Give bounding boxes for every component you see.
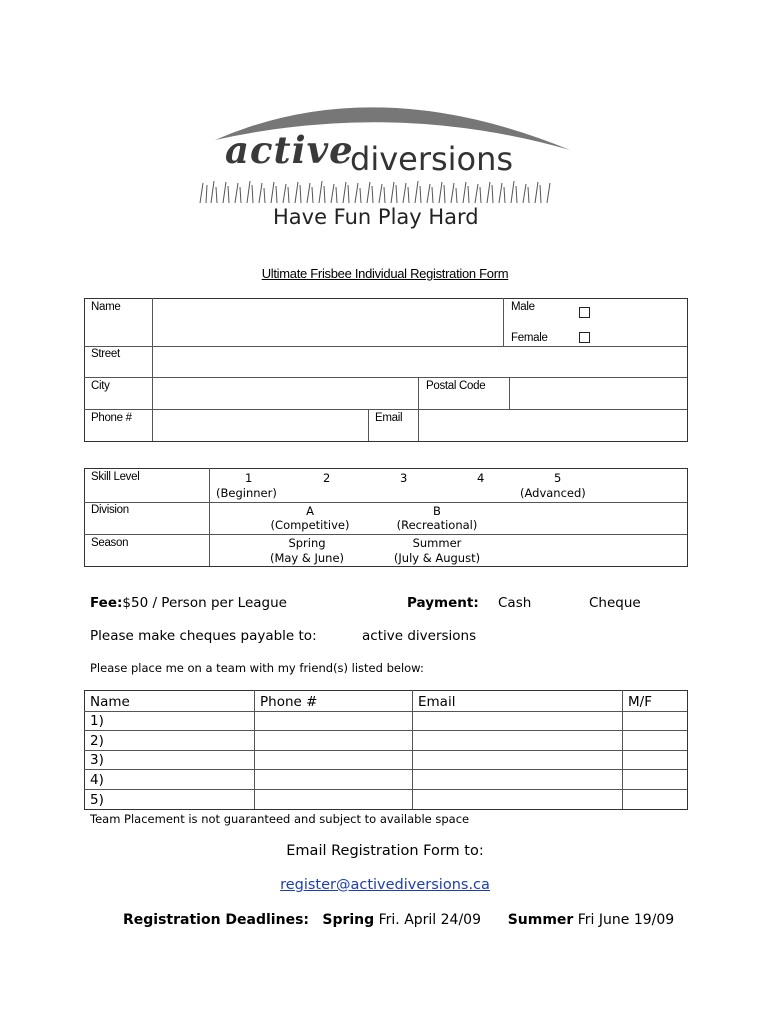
male-label: Male — [511, 301, 535, 313]
fee-label: Fee: — [90, 595, 123, 611]
city-field[interactable] — [154, 379, 416, 408]
skill-level-1[interactable]: 1 — [245, 471, 253, 485]
email-label: Email — [375, 412, 403, 424]
season-summer-caption: (July & August) — [393, 551, 481, 565]
payable-value: active diversions — [362, 628, 477, 644]
phone-field[interactable] — [154, 411, 366, 440]
season-spring-caption: (May & June) — [269, 551, 345, 565]
payment-cheque[interactable]: Cheque — [589, 595, 641, 611]
payment-label: Payment: — [407, 595, 479, 611]
skill-advanced-caption: (Advanced) — [520, 486, 586, 500]
male-checkbox[interactable] — [579, 307, 590, 318]
season-label: Season — [91, 537, 129, 549]
postal-code-field[interactable] — [511, 379, 685, 408]
skill-level-label: Skill Level — [91, 471, 140, 483]
payment-cash[interactable]: Cash — [498, 595, 532, 611]
street-field[interactable] — [154, 348, 684, 376]
division-b[interactable]: B — [433, 504, 441, 518]
payable-label: Please make cheques payable to: — [90, 628, 317, 644]
friends-row-5[interactable]: 5) — [90, 792, 104, 808]
friends-row-4[interactable]: 4) — [90, 772, 104, 788]
city-label: City — [91, 380, 110, 392]
tagline: Have Fun Play Hard — [273, 205, 479, 229]
skill-level-5[interactable]: 5 — [554, 471, 562, 485]
email-address-link[interactable]: register@activediversions.ca — [280, 877, 490, 893]
phone-label: Phone # — [91, 412, 132, 424]
skill-beginner-caption: (Beginner) — [216, 486, 277, 500]
division-a-caption: (Competitive) — [270, 518, 350, 532]
form-title: Ultimate Frisbee Individual Registration Form — [261, 266, 509, 281]
skill-level-4[interactable]: 4 — [477, 471, 485, 485]
deadlines-label: Registration Deadlines: — [123, 912, 309, 928]
division-b-caption: (Recreational) — [396, 518, 478, 532]
logo-word-active: active — [225, 128, 354, 172]
season-spring[interactable]: Spring — [288, 536, 326, 550]
friends-header-name: Name — [90, 694, 130, 710]
friends-row-2[interactable]: 2) — [90, 733, 104, 749]
friends-header-mf: M/F — [628, 694, 652, 710]
female-label: Female — [511, 332, 548, 344]
email-to-label: Email Registration Form to: — [286, 843, 484, 859]
email-field[interactable] — [420, 411, 685, 440]
fee-row — [90, 595, 287, 611]
division-label: Division — [91, 504, 129, 516]
name-label: Name — [91, 301, 121, 313]
street-label: Street — [91, 348, 120, 360]
friends-header-email: Email — [418, 694, 456, 710]
skill-level-3[interactable]: 3 — [400, 471, 408, 485]
postal-code-label: Postal Code — [426, 380, 486, 392]
deadline-spring-date: Fri. April 24/09 — [378, 912, 481, 928]
name-field[interactable] — [154, 300, 502, 345]
friends-row-1[interactable]: 1) — [90, 713, 104, 729]
season-summer[interactable]: Summer — [412, 536, 462, 550]
deadline-summer-date: Fri June 19/09 — [577, 912, 675, 928]
logo-word-diversions: diversions — [350, 140, 514, 178]
skill-level-2[interactable]: 2 — [323, 471, 331, 485]
deadline-spring-label: Spring — [322, 912, 375, 928]
female-checkbox[interactable] — [579, 332, 590, 343]
division-a[interactable]: A — [306, 504, 314, 518]
placement-note: Team Placement is not guaranteed and subject to available space — [90, 812, 470, 826]
friends-row-3[interactable]: 3) — [90, 752, 104, 768]
friends-header-phone: Phone # — [260, 694, 318, 710]
fee-value: $50 / Person per League — [122, 595, 287, 611]
deadlines-row — [123, 912, 674, 928]
deadline-summer-label: Summer — [507, 912, 574, 928]
friends-note: Please place me on a team with my friend(s) listed below: — [90, 661, 424, 675]
